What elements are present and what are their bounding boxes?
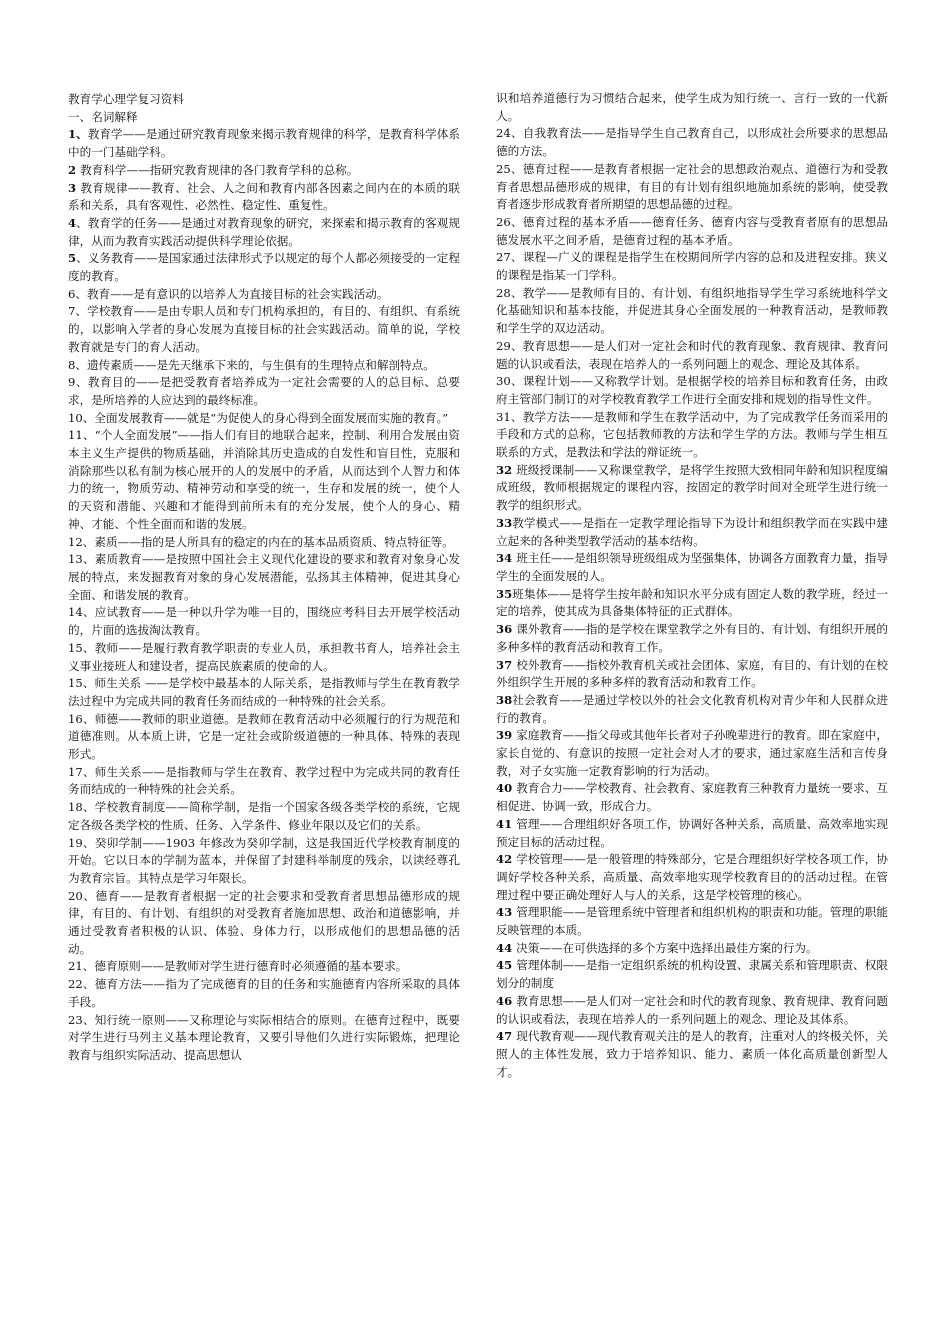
entry-text: 14、应试教育——是一种以升学为唯一目的，围绕应考科目去开展学校活动的，片面的选拔淘汰教育。 [68, 605, 460, 638]
entry-text: 、教育学的任务——是通过对教育现象的研究，来探索和揭示教育的客观规律，从而为教育实践活动提供科学理论依据。 [68, 215, 460, 248]
definition-entry [496, 338, 888, 373]
definition-entry [68, 162, 460, 180]
entry-number: 47 [496, 1029, 517, 1044]
entry-text: 识和培养道德行为习惯结合起来，使学生成为知行统一、言行一致的一代新人。 [496, 91, 888, 123]
definition-entry [68, 250, 460, 285]
entry-text: 29、教育思想——是人们对一定社会和时代的教育现象、教育规律、教育问题的认识或看法，表现在培养人的一系列问题上的观念、理论及其体系。 [496, 338, 888, 371]
entry-number: 1、 [68, 127, 88, 142]
entry-number: 40 [496, 781, 517, 796]
entry-text: 15、教师——是履行教育教学职责的专业人员，承担教书育人，培养社会主义事业接班人和建设者，提高民族素质的使命的人。 [68, 640, 460, 673]
definition-entry [68, 640, 460, 675]
definition-entry [68, 764, 460, 799]
definition-entry [496, 125, 888, 160]
entry-text: 28、教学——是教师有目的、有计划、有组织地指导学生学习系统地科学文化基础知识和基本技能，并促进其身心全面发展的一种教育活动，是教师教和学生学的双边活动。 [496, 285, 888, 336]
definition-entry [496, 780, 888, 815]
entry-text: 15、师生关系 ——是学校中最基本的人际关系，是指教师与学生在教育教学法过程中为完成共同的教育任务而结成的一种特殊的社会关系。 [68, 676, 460, 708]
definition-entry [496, 285, 888, 338]
definition-entry [496, 550, 888, 585]
definition-entry [496, 993, 888, 1028]
entry-text: 学校管理——是一般管理的特殊部分，它是合理组织好学校各项工作，协调好学校各种关系，高质量、高效率地实现学校教育目的的活动过程。在管理过程中要正确处理好人与人的关系，这是学校管理的核心。 [496, 852, 888, 902]
definition-entry [68, 534, 460, 552]
definition-entry [496, 409, 888, 462]
entry-text: 24、自我教育法——是指导学生自己教育自己，以形成社会所要求的思想品德的方法。 [496, 126, 888, 159]
entry-text: 教育学——是通过研究教育现象来揭示教育规律的科学，是教育科学体系中的一门基础学科。 [68, 127, 460, 160]
entry-text: 社会教育——是通过学校以外的社会文化教育机构对青少年和人民群众进行的教育。 [496, 692, 888, 725]
entry-text: 、义务教育——是国家通过法律形式予以规定的每个人都必须接受的一定程度的教育。 [68, 251, 460, 284]
entry-text: 教学模式——是指在一定教学理论指导下为设计和组织教学而在实践中建立起来的各种类型教学活动的基本结构。 [496, 515, 888, 548]
entry-number: 43 [496, 905, 517, 920]
entry-text: 16、师德——教师的职业道德。是教师在教育活动中必须履行的行为规范和道德准则。从本质上讲，它是一定社会或阶级道德的一种具体、特殊的表现形式。 [68, 711, 460, 762]
entry-text: 18、学校教育制度——简称学制，是指一个国家各级各类学校的系统，它规定各级各类学校的性质、任务、入学条件、修业年限以及它们的关系。 [68, 800, 460, 832]
definition-entry [496, 904, 888, 939]
definition-entry [496, 373, 888, 408]
entry-text: 19、癸卯学制——1903 年修改为癸卯学制，这是我国近代学校教育制度的开始。它以日本的学制为蓝本，并保留了封建科举制度的残余，以读经尊孔为教育宗旨。其特点是学习年限长。 [68, 835, 460, 885]
entry-text: 教育规律——教育、社会、人之间和教育内部各因素之间内在的本质的联系和关系，具有客观性、必然性、稳定性、重复性。 [68, 180, 460, 213]
definition-entry [496, 816, 888, 851]
definition-entry [68, 215, 460, 250]
left-column [68, 91, 460, 1065]
definition-entry [68, 410, 460, 428]
definition-entry [68, 126, 460, 161]
entry-number: 39 [496, 728, 517, 743]
entry-text: 班主任——是组织领导班级组成为坚强集体，协调各方面教育力量，指导学生的全面发展的人。 [496, 551, 888, 583]
definition-entry [496, 727, 888, 780]
entry-number: 38 [496, 692, 513, 707]
entry-text: 教育思想——是人们对一定社会和时代的教育现象、教育规律、教育问题的认识或看法，表现在培养人的一系列问题上的观念、理论及其体系。 [496, 993, 888, 1026]
definition-entry [68, 551, 460, 604]
definition-entry [68, 1012, 460, 1065]
definition-entry [68, 958, 460, 976]
entry-number: 44 [496, 940, 517, 955]
definition-entry [496, 214, 888, 249]
definition-entry [496, 462, 888, 515]
definition-entry [68, 374, 460, 409]
definition-entry [496, 161, 888, 214]
definition-entry [68, 799, 460, 834]
entry-text: 8、遗传素质——是先天继承下来的，与生俱有的生理特点和解剖特点。 [68, 357, 435, 372]
entry-number: 2 [68, 162, 81, 177]
entry-text: 9、教育目的——是把受教育者培养成为一定社会需要的人的总目标、总要求，是所培养的人应达到的最终标准。 [68, 375, 460, 407]
definition-entry [496, 586, 888, 621]
entry-text: 20、德育——是教育者根据一定的社会要求和受教育者思想品德形成的规律，有目的、有计划、有组织的对受教育者施加思想、政治和道德影响，并通过受教育者积极的认识、体验、身体力行，以形成他们的思想品德的活动。 [68, 888, 460, 956]
definition-entry [68, 835, 460, 888]
entry-text: 教育合力——学校教育、社会教育、家庭教育三种教育力量统一要求、互相促进、协调一致，形成合力。 [496, 781, 888, 814]
definition-entry [68, 303, 460, 356]
definition-entry [496, 692, 888, 727]
definition-entry [68, 427, 460, 533]
entry-text: 27、课程—广义的课程是指学生在校期间所学内容的总和及进程安排。狭义的课程是指某一门学科。 [496, 250, 888, 283]
entry-text: 22、德育方法——指为了完成德育的目的任务和实施德育内容所采取的具体手段。 [68, 977, 460, 1009]
entry-number: 4 [68, 215, 77, 230]
entry-text: 教育科学——指研究教育规律的各门教育学科的总称。 [80, 162, 359, 177]
entry-text: 30、课程计划——又称教学计划。是根据学校的培养目标和教育任务，由政府主管部门制订的对学校教育教学工作进行全面安排和规划的指导性文件。 [496, 374, 888, 406]
entry-number: 41 [496, 816, 517, 831]
definition-entry [68, 888, 460, 959]
entry-text: 管理体制——是指一定组织系统的机构设置、隶属关系和管理职责、权限划分的制度 [496, 958, 888, 991]
entry-number: 33 [496, 515, 513, 530]
entry-text: 10、全面发展教育——就是“为促使人的身心得到全面发展而实施的教育。” [68, 410, 449, 425]
entry-text: 管理职能——是管理系统中管理者和组织机构的职责和功能。管理的职能反映管理的本质。 [496, 905, 888, 938]
entry-text: 12、素质——指的是人所具有的稳定的内在的基本品质资质、特点特征等。 [68, 534, 454, 549]
entry-number: 46 [496, 993, 517, 1008]
entry-number: 37 [496, 657, 517, 672]
definition-entry [68, 180, 460, 215]
entry-text: 26、德育过程的基本矛盾——德育任务、德育内容与受教育者原有的思想品德发展水平之间矛盾，是德育过程的基本矛盾。 [496, 214, 888, 247]
entry-text: 13、素质教育——是按照中国社会主义现代化建设的要求和教育对象身心发展的特点，来发掘教育对象的身心发展潜能，弘扬其主体精神，促进其身心全面、和谐发展的教育。 [68, 552, 460, 602]
section-heading: 一、名词解释 [68, 109, 138, 124]
definition-entry [496, 1028, 888, 1081]
entry-text: 31、教学方法——是教师和学生在教学活动中，为了完成教学任务而采用的手段和方式的总称，它包括教师教的方法和学生学的方法。教师与学生相互联系的方式，是教法和学法的辩证统一。 [496, 409, 888, 460]
entry-text: 课外教育——指的是学校在课堂教学之外有目的、有计划、有组织开展的多种多样的教育活动和教育工作。 [496, 622, 888, 654]
entry-number: 32 [496, 462, 517, 477]
entry-text: 校外教育——指校外教育机关或社会团体、家庭，有目的、有计划的在校外组织学生开展的多种多样的教育活动和教育工作。 [496, 657, 888, 690]
entry-number: 35 [496, 586, 513, 601]
entry-number: 45 [496, 958, 517, 973]
entry-text: 决策——在可供选择的多个方案中选择出最佳方案的行为。 [516, 940, 818, 955]
definition-entry [68, 711, 460, 764]
entry-text: 17、师生关系——是指教师与学生在教育、教学过程中为完成共同的教育任务而结成的一种特殊的社会关系。 [68, 764, 460, 797]
entry-text: 班集体——是将学生按年龄和知识水平分成有固定人数的教学班，经过一定的培养，使其成为具备集体特征的正式群体。 [496, 586, 888, 619]
definition-entry [496, 515, 888, 550]
entry-number: 42 [496, 852, 517, 867]
definition-entry [496, 957, 888, 992]
definition-entry [496, 657, 888, 692]
definition-entry [68, 286, 460, 304]
entry-number: 36 [496, 622, 517, 637]
definition-entry [68, 675, 460, 710]
document-title: 教育学心理学复习资料 [68, 92, 184, 106]
entry-text: 家庭教育——指父母或其他年长者对子孙晚辈进行的教育。即在家庭中，家长自觉的、有意识的按照一定社会对人才的要求，通过家庭生活和言传身教，对子女实施一定教育影响的行为活动。 [496, 728, 888, 778]
definition-entry [496, 249, 888, 284]
definition-entry [496, 90, 888, 125]
definition-entry [496, 851, 888, 904]
entry-text: 管理——合理组织好各项工作，协调好各种关系，高质量、高效率地实现预定目标的活动过程。 [496, 816, 888, 849]
entry-text: 7、学校教育——是由专职人员和专门机构承担的，有目的、有组织、有系统的，以影响入学者的身心发展为直接目标的社会实践活动。简单的说，学校教育就是专门的育人活动。 [68, 304, 460, 354]
entry-text: 11、“个人全面发展”——指人们有目的地联合起来，控制、利用合发展由资本主义生产提供的物质基础，并消除其历史造成的自发性和盲目性，克服和消除那些以私有制为核心展开的人的发展中的矛盾，从而达到个人智力和体力的统一，物质劳动、精神劳动和享受的统一，生存和发展的统一，使个人的天资和潜能、兴趣和才能得到前所未有的充分发展，使个人的身心、精神、才能、个性全面而和谐的发展。 [68, 428, 460, 531]
entry-text: 班级授课制——又称课堂教学，是将学生按照大致相同年龄和知识程度编成班级，教师根据规定的课程内容，按固定的教学时间对全班学生进行统一教学的组织形式。 [496, 462, 888, 513]
entry-number: 3 [68, 180, 81, 195]
entry-number: 5 [68, 251, 77, 266]
entry-text: 现代教育观——现代教育观关注的是人的教育，注重对人的终极关怀，关照人的主体性发展，致力于培养知识、能力、素质一体化高质量创新型人才。 [496, 1029, 888, 1079]
definition-entry [68, 976, 460, 1011]
entry-number: 34 [496, 551, 517, 566]
entry-text: 21、德育原则——是教师对学生进行德育时必须遵循的基本要求。 [68, 959, 408, 974]
definition-entry [496, 940, 888, 958]
right-column [496, 90, 888, 1081]
definition-entry [496, 621, 888, 656]
definition-entry [68, 604, 460, 639]
entry-text: 23、知行统一原则——又称理论与实际相结合的原则。在德育过程中，既要对学生进行马列主义基本理论教育，又要引导他们久进行实际锻炼，把理论教育与组织实际活动、提高思想认 [68, 1012, 460, 1062]
entry-text: 25、德育过程——是教育者根据一定社会的思想政治观点、道德行为和受教育者思想品德形成的规律，有目的有计划有组织地施加系统的影响，使受教育者逐步形成教育者所期望的思想品德的过程。 [496, 161, 888, 212]
entry-text: 6、教育——是有意识的以培养人为直接目标的社会实践活动。 [68, 286, 389, 301]
definition-entry [68, 357, 460, 375]
